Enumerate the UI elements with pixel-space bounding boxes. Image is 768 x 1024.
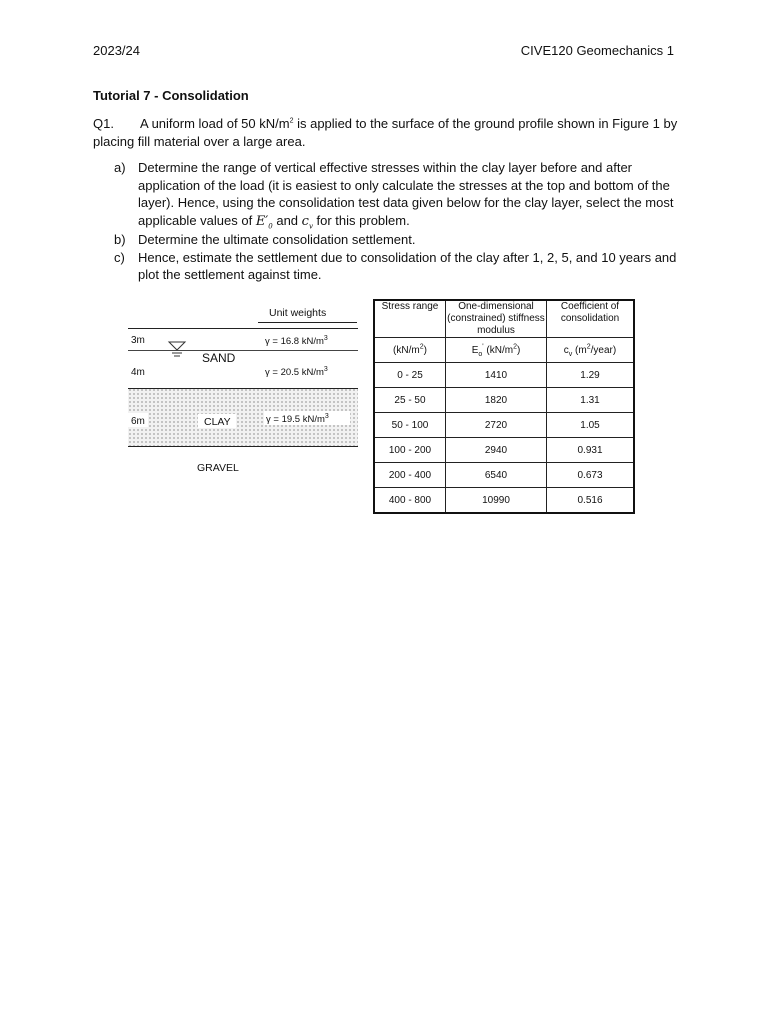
part-text: Hence, estimate the settlement due to consolidation of the clay after 1, 2, 5, and 10 years and plot the settlement against time. <box>138 249 677 282</box>
question-number: Q1. <box>93 116 114 131</box>
cell-stress-range: 50 - 100 <box>374 413 446 438</box>
question-text-sup: 2 <box>289 117 294 125</box>
table-row <box>374 413 634 438</box>
depth-4m: 4m <box>131 367 145 378</box>
clay-bottom-line <box>128 446 358 447</box>
question-q1 <box>93 115 683 150</box>
cell-stress-range: 0 - 25 <box>374 363 446 388</box>
gamma-sand-bottom: γ = 20.5 $kN/m^3$ <box>265 365 328 378</box>
water-table-icon <box>167 341 187 361</box>
math-symbol: c <box>301 213 309 229</box>
col-header-cv: Coefficient of consolidation <box>547 300 635 338</box>
header-left: 2023/24 <box>93 43 140 58</box>
unit-stiffness: $E_o'$ $(kN/m^2)$ <box>446 338 547 363</box>
math-symbol: E′ <box>255 213 269 229</box>
layer-name-clay: CLAY <box>204 416 231 428</box>
cell-stress-range: 400 - 800 <box>374 488 446 514</box>
cell-cv: 1.05 <box>547 413 635 438</box>
unit-stress: $(kN/m^2)$ <box>374 338 446 363</box>
table-units-row <box>374 338 634 363</box>
table-row <box>374 463 634 488</box>
table-row <box>374 488 634 514</box>
table-row <box>374 363 634 388</box>
clay-top-line <box>128 388 358 389</box>
depth-6m: 6m <box>131 416 145 427</box>
table-header-row <box>374 300 634 338</box>
table-row <box>374 438 634 463</box>
heading-underline <box>258 322 357 323</box>
col-header-stress-range: Stress range <box>374 300 446 338</box>
cell-stress-range: 25 - 50 <box>374 388 446 413</box>
table-row <box>374 388 634 413</box>
layer-name-sand: SAND <box>202 351 236 365</box>
layer-name-gravel: GRAVEL <box>197 462 239 474</box>
cell-stiffness: 2940 <box>446 438 547 463</box>
part-a <box>114 159 684 230</box>
gamma-clay: γ = 19.5 $kN/m^3$ <box>266 412 329 425</box>
question-text-2: is applied to the surface of the ground profile shown in Figure 1 by placing fill material over a large area. <box>93 116 678 149</box>
part-label: c) <box>114 249 125 265</box>
cell-stiffness: 1820 <box>446 388 547 413</box>
cell-cv: 0.673 <box>547 463 635 488</box>
part-b <box>114 231 684 249</box>
page-title: Tutorial 7 - Consolidation <box>93 88 249 103</box>
cell-stress-range: 100 - 200 <box>374 438 446 463</box>
cell-cv: 0.516 <box>547 488 635 514</box>
ground-surface-line <box>128 328 358 329</box>
cell-stiffness: 2720 <box>446 413 547 438</box>
part-text: and <box>272 212 302 228</box>
cell-stiffness: 10990 <box>446 488 547 514</box>
unit-weights-heading: Unit weights <box>269 307 327 319</box>
gamma-sand-top: γ = 16.8 $kN/m^3$ <box>265 334 328 347</box>
unit-cv: $c_v$ $(m^2/year)$ <box>547 338 635 363</box>
math-symbol-sub: 0 <box>268 222 273 231</box>
part-text: Determine the ultimate consolidation settlement. <box>138 231 416 247</box>
question-parts <box>114 159 684 284</box>
col-header-stiffness: One-dimensional (constrained) stiffness modulus <box>447 301 545 336</box>
cell-cv: 1.31 <box>547 388 635 413</box>
part-label: b) <box>114 231 126 247</box>
part-text: for this problem. <box>312 212 410 228</box>
part-label: a) <box>114 160 126 175</box>
cell-cv: 1.29 <box>547 363 635 388</box>
part-c <box>114 249 684 284</box>
depth-3m: 3m <box>131 335 145 346</box>
cell-cv: 0.931 <box>547 438 635 463</box>
cell-stiffness: 1410 <box>446 363 547 388</box>
ground-profile-figure <box>128 300 360 500</box>
water-table-line <box>128 350 358 351</box>
header-right: CIVE120 Geomechanics 1 <box>520 43 674 58</box>
math-symbol-sub: v <box>308 222 313 231</box>
question-text-1: A uniform load of 50 kN/m <box>140 116 290 131</box>
cell-stress-range: 200 - 400 <box>374 463 446 488</box>
consolidation-table <box>373 299 635 514</box>
part-text: Determine the range of vertical effective stresses within the clay layer before and after application of the load (it is easiest to only calculate the stresses at the top and bottom of the layer). Hence, using the consolidation test data given below for the clay layer, select the most applicable values of <box>138 160 674 228</box>
cell-stiffness: 6540 <box>446 463 547 488</box>
